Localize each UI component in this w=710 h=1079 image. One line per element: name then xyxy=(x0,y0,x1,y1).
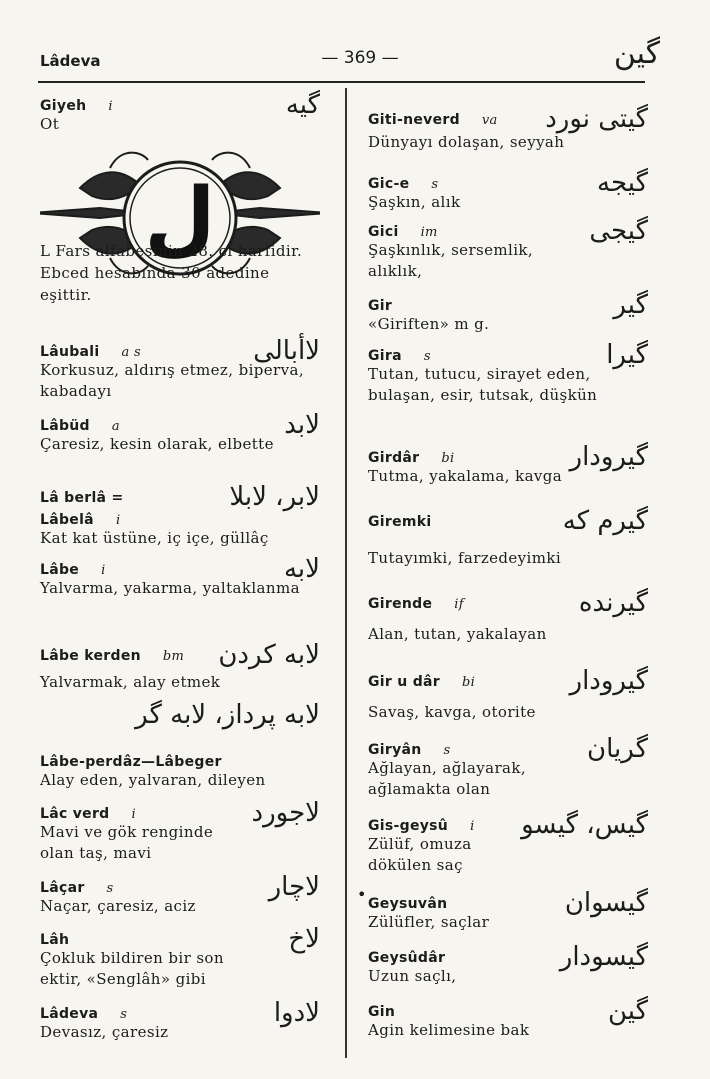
entry xyxy=(40,336,320,402)
entry-arabic: لابد xyxy=(284,410,320,440)
entry-arabic: لادوا xyxy=(273,998,320,1028)
entry xyxy=(368,506,648,569)
entry-headword: Gis-geysû i xyxy=(368,818,475,834)
entry-arabic: لاجورد xyxy=(251,798,320,828)
entry-definition: Tutma, yakalama, kavga xyxy=(368,467,563,485)
entry xyxy=(40,410,320,455)
entry-arabic: گیر xyxy=(613,290,648,320)
entry xyxy=(368,996,648,1041)
entry-headword: Gir xyxy=(368,298,393,314)
ornament-letter: ل xyxy=(144,171,216,266)
entry xyxy=(368,666,648,723)
margin-dot: • xyxy=(357,885,367,904)
entry-arabic: گیسودار xyxy=(559,942,648,972)
entry-headword: Lâbe i xyxy=(40,562,106,578)
entry-arabic: گیسوان xyxy=(564,888,648,918)
entry-definition: Şaşkınlık, sersemlik, alıklık, xyxy=(368,241,534,280)
entry-headword: Lâ berlâ = xyxy=(40,490,124,506)
entry-headword: Gin xyxy=(368,1004,396,1020)
entry-definition: Yalvarmak, alay etmek xyxy=(40,673,221,691)
entry-headword: Lâdeva s xyxy=(40,1006,128,1022)
entry-definition: Ağlayan, ağlayarak, ağlamakta olan xyxy=(368,759,527,798)
entry-definition: Kat kat üstüne, iç içe, güllâç xyxy=(40,529,269,547)
entry xyxy=(40,872,320,917)
entry-headword: Gir u dâr bi xyxy=(368,674,476,690)
entry xyxy=(40,482,320,512)
entry-definition: Mavi ve gök renginde olan taş, mavi xyxy=(40,823,214,862)
entry-headword: Giremki xyxy=(368,514,432,530)
entry-definition: Korkusuz, aldırış etmez, biperva, kabadayı xyxy=(40,361,305,400)
entry-definition: Alay eden, yalvaran, dileyen xyxy=(40,771,266,789)
entry-arabic: گیرا xyxy=(606,340,648,370)
entry-headword: Girdâr bi xyxy=(368,450,455,466)
entry-headword: Gici im xyxy=(368,224,438,240)
header-rule xyxy=(38,81,645,83)
entry-definition: Devasız, çaresiz xyxy=(40,1023,169,1041)
entry xyxy=(368,340,648,406)
entry xyxy=(368,216,648,282)
entry-headword: Giyeh i xyxy=(40,98,113,114)
entry-arabic: گیجی xyxy=(589,216,648,246)
header-arabic-guide: گین xyxy=(613,36,660,71)
header-guide-word: Lâdeva xyxy=(40,52,101,70)
entry xyxy=(368,734,648,800)
entry-definition: Uzun saçlı, xyxy=(368,967,457,985)
entry-headword: Gira s xyxy=(368,348,431,364)
entry-definition: Dünyayı dolaşan, seyyah xyxy=(368,133,565,151)
entry-headword: Lâbüd a xyxy=(40,418,120,434)
entry-definition: Tutayımki, farzedeyimki xyxy=(368,549,562,567)
entry-definition: Zülüfler, saçlar xyxy=(368,913,490,931)
entry-headword: Lâubali a s xyxy=(40,344,141,360)
entry-definition: Çaresiz, kesin olarak, elbette xyxy=(40,435,274,453)
entry xyxy=(368,588,648,645)
entry-arabic: لابر، لابلا xyxy=(229,482,320,512)
entry xyxy=(368,290,648,335)
entry-arabic-line: لابه پرداز، لابه گر xyxy=(135,700,320,730)
entry xyxy=(368,810,648,876)
entry-definition: Çokluk bildiren bir son ektir, «Senglâh» gibi xyxy=(40,949,224,988)
entry xyxy=(40,998,320,1043)
entry xyxy=(40,640,320,693)
entry-arabic: گیرودار xyxy=(569,442,648,472)
entry-headword: Lâh xyxy=(40,932,70,948)
entry-headword: Giryân s xyxy=(368,742,451,758)
entry xyxy=(368,104,648,153)
entry-arabic: گیتی نورد xyxy=(545,104,648,134)
entry-definition: Alan, tutan, yakalayan xyxy=(368,625,547,643)
entry-arabic: لاچار xyxy=(268,872,320,902)
entry xyxy=(40,554,320,599)
entry xyxy=(368,942,648,987)
entry-definition: Ot xyxy=(40,115,60,133)
entry-definition: Zülüf, omuza dökülen saç xyxy=(368,835,472,874)
page-number: — 369 — xyxy=(321,48,399,68)
entry-definition: Şaşkın, alık xyxy=(368,193,461,211)
entry-headword: Girende if xyxy=(368,596,464,612)
entry-arabic: لابه کردن xyxy=(218,640,320,670)
entry-arabic: لاخ xyxy=(288,924,320,954)
entry-arabic: گیه xyxy=(285,90,320,120)
entry-definition: Yalvarma, yakarma, yaltaklanma xyxy=(40,579,300,597)
entry-headword: Lâbe-perdâz—Lâbeger xyxy=(40,754,222,770)
entry-headword: Lâbelâ i xyxy=(40,512,121,528)
entry-arabic: گیس، گیسو xyxy=(521,810,648,840)
entry xyxy=(368,168,648,213)
entry-headword: Gic-e s xyxy=(368,176,439,192)
entry-definition: «Giriften» m g. xyxy=(368,315,490,333)
entry-definition: Agin kelimesine bak xyxy=(368,1021,530,1039)
entry-arabic: گیرودار xyxy=(569,666,648,696)
entry-headword: Lâbe kerden bm xyxy=(40,648,185,664)
entry-arabic: لابه xyxy=(283,554,320,584)
entry-headword: Giti-neverd va xyxy=(368,112,498,128)
entry xyxy=(40,754,320,791)
entry xyxy=(40,798,320,864)
entry xyxy=(368,442,648,487)
entry xyxy=(368,888,648,933)
entry xyxy=(40,924,320,990)
entry-definition: Tutan, tutucu, sirayet eden, bulaşan, esir, tutsak, düşkün xyxy=(368,365,598,404)
entry-definition: Naçar, çaresiz, aciz xyxy=(40,897,196,915)
entry-headword: Lâçar s xyxy=(40,880,114,896)
entry-arabic: گریان xyxy=(587,734,648,764)
entry-definition: Savaş, kavga, otorite xyxy=(368,703,536,721)
column-divider xyxy=(345,88,347,1058)
entry-arabic: گین xyxy=(607,996,648,1026)
entry xyxy=(40,512,320,549)
entry-headword: Geysûdâr xyxy=(368,950,446,966)
entry-headword: Geysuvân xyxy=(368,896,448,912)
entry-arabic: لاأبالی xyxy=(253,336,320,366)
letter-note: L Fars alfabesinin 28. ci harfidir. Ebced hesabında 30 adedine eşittir. xyxy=(40,242,303,304)
entry-arabic: گیرم که xyxy=(562,506,648,536)
entry-arabic: گیجه xyxy=(597,168,648,198)
entry-arabic: گیرنده xyxy=(578,588,648,618)
entry-headword: Lâc verd i xyxy=(40,806,136,822)
